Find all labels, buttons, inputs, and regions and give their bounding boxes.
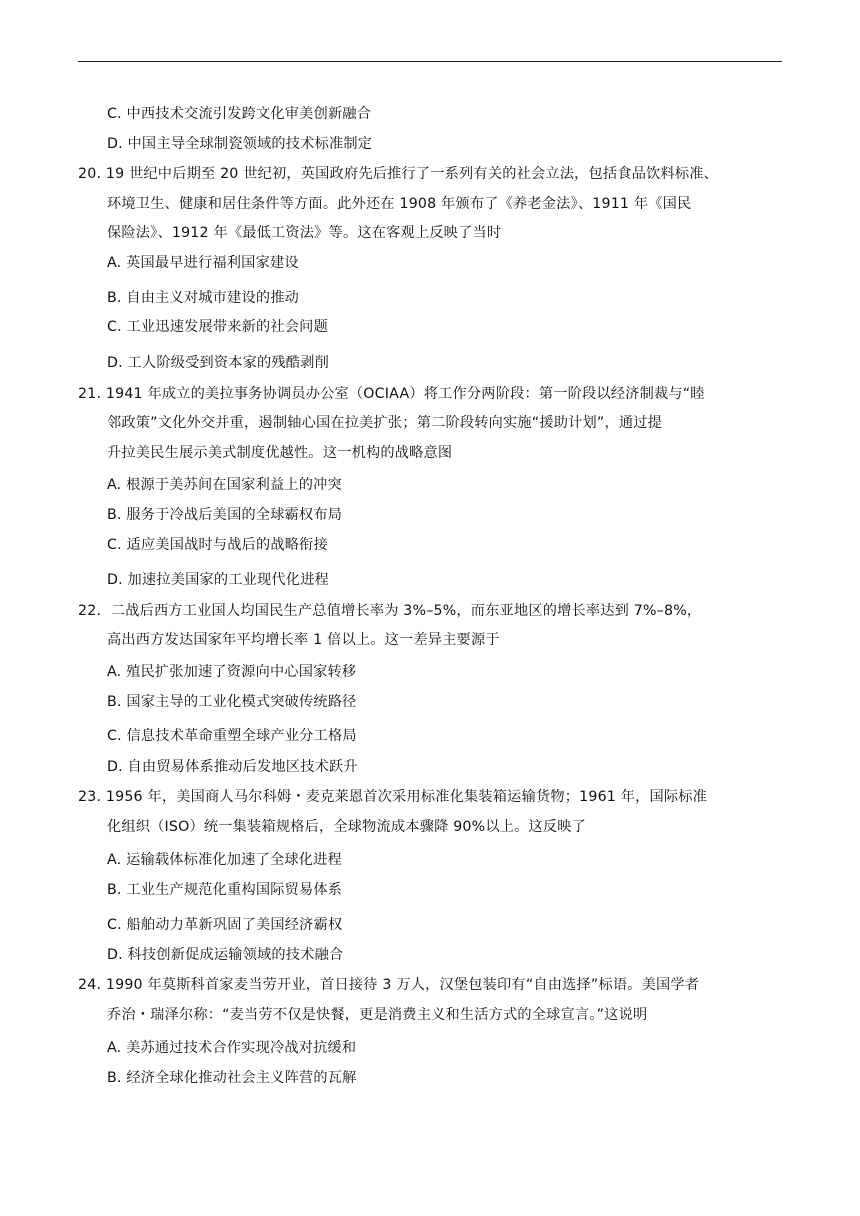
question-stem: 23. 1956 年，美国商人马尔科姆・麦克莱恩首次采用标准化集装箱运输货物；1961 年，国际标准 bbox=[78, 789, 708, 805]
option-a: A. 英国最早进行福利国家建设 bbox=[107, 255, 299, 271]
question-stem: 22．二战后西方工业国人均国民生产总值增长率为 3%–5%，而东亚地区的增长率达到 7%–8%， bbox=[78, 603, 702, 619]
question-stem: 邻政策”文化外交并重，遏制轴心国在拉美扩张；第二阶段转向实施“援助计划”，通过提 bbox=[107, 415, 662, 431]
option-d: D. 自由贸易体系推动后发地区技术跃升 bbox=[107, 759, 358, 775]
option-b: B. 自由主义对城市建设的推动 bbox=[107, 290, 300, 306]
option-c: C. 适应美国战时与战后的战略衔接 bbox=[107, 537, 328, 553]
option-d: D. 工人阶级受到资本家的残酷剥削 bbox=[107, 355, 329, 371]
question-stem: 高出西方发达国家年平均增长率 1 倍以上。这一差异主要源于 bbox=[107, 632, 500, 648]
question-stem: 环境卫生、健康和居住条件等方面。此外还在 1908 年颁布了《养老金法》、1911 年《国民 bbox=[107, 196, 692, 212]
question-stem: 化组织（ISO）统一集装箱规格后，全球物流成本骤降 90%以上。这反映了 bbox=[107, 819, 587, 835]
question-stem: 24. 1990 年莫斯科首家麦当劳开业，首日接待 3 万人，汉堡包装印有“自由选择”标语。美国学者 bbox=[78, 977, 700, 993]
option-a: A. 运输载体标准化加速了全球化进程 bbox=[107, 852, 342, 868]
option-b: B. 经济全球化推动社会主义阵营的瓦解 bbox=[107, 1070, 357, 1086]
option-b: B. 国家主导的工业化模式突破传统路径 bbox=[107, 694, 357, 710]
question-stem: 升拉美民生展示美式制度优越性。这一机构的战略意图 bbox=[107, 445, 453, 461]
question-stem: 20. 19 世纪中后期至 20 世纪初，英国政府先后推行了一系列有关的社会立法，包括食品饮料标准、 bbox=[78, 166, 719, 182]
option-c: C. 中西技术交流引发跨文化审美创新融合 bbox=[107, 106, 372, 122]
option-d: D. 科技创新促成运输领域的技术融合 bbox=[107, 947, 344, 963]
header-rule bbox=[78, 61, 782, 62]
question-stem: 乔治・瑞泽尔称：“麦当劳不仅是快餐，更是消费主义和生活方式的全球宣言。”这说明 bbox=[107, 1007, 648, 1023]
option-b: B. 工业生产规范化重构国际贸易体系 bbox=[107, 882, 343, 898]
option-a: A. 根源于美苏间在国家利益上的冲突 bbox=[107, 477, 342, 493]
question-stem: 保险法》、1912 年《最低工资法》等。这在客观上反映了当时 bbox=[107, 225, 502, 241]
option-c: C. 工业迅速发展带来新的社会问题 bbox=[107, 319, 328, 335]
question-stem: 21. 1941 年成立的美拉事务协调员办公室（OCIAA）将工作分两阶段：第一阶段以经济制裁与“睦 bbox=[78, 386, 705, 402]
option-d: D. 中国主导全球制瓷领域的技术标准制定 bbox=[107, 136, 373, 152]
option-a: A. 美苏通过技术合作实现冷战对抗缓和 bbox=[107, 1040, 357, 1056]
option-a: A. 殖民扩张加速了资源向中心国家转移 bbox=[107, 664, 357, 680]
option-c: C. 信息技术革命重塑全球产业分工格局 bbox=[107, 728, 357, 744]
option-d: D. 加速拉美国家的工业现代化进程 bbox=[107, 572, 329, 588]
option-b: B. 服务于冷战后美国的全球霸权布局 bbox=[107, 507, 343, 523]
option-c: C. 船舶动力革新巩固了美国经济霸权 bbox=[107, 917, 343, 933]
